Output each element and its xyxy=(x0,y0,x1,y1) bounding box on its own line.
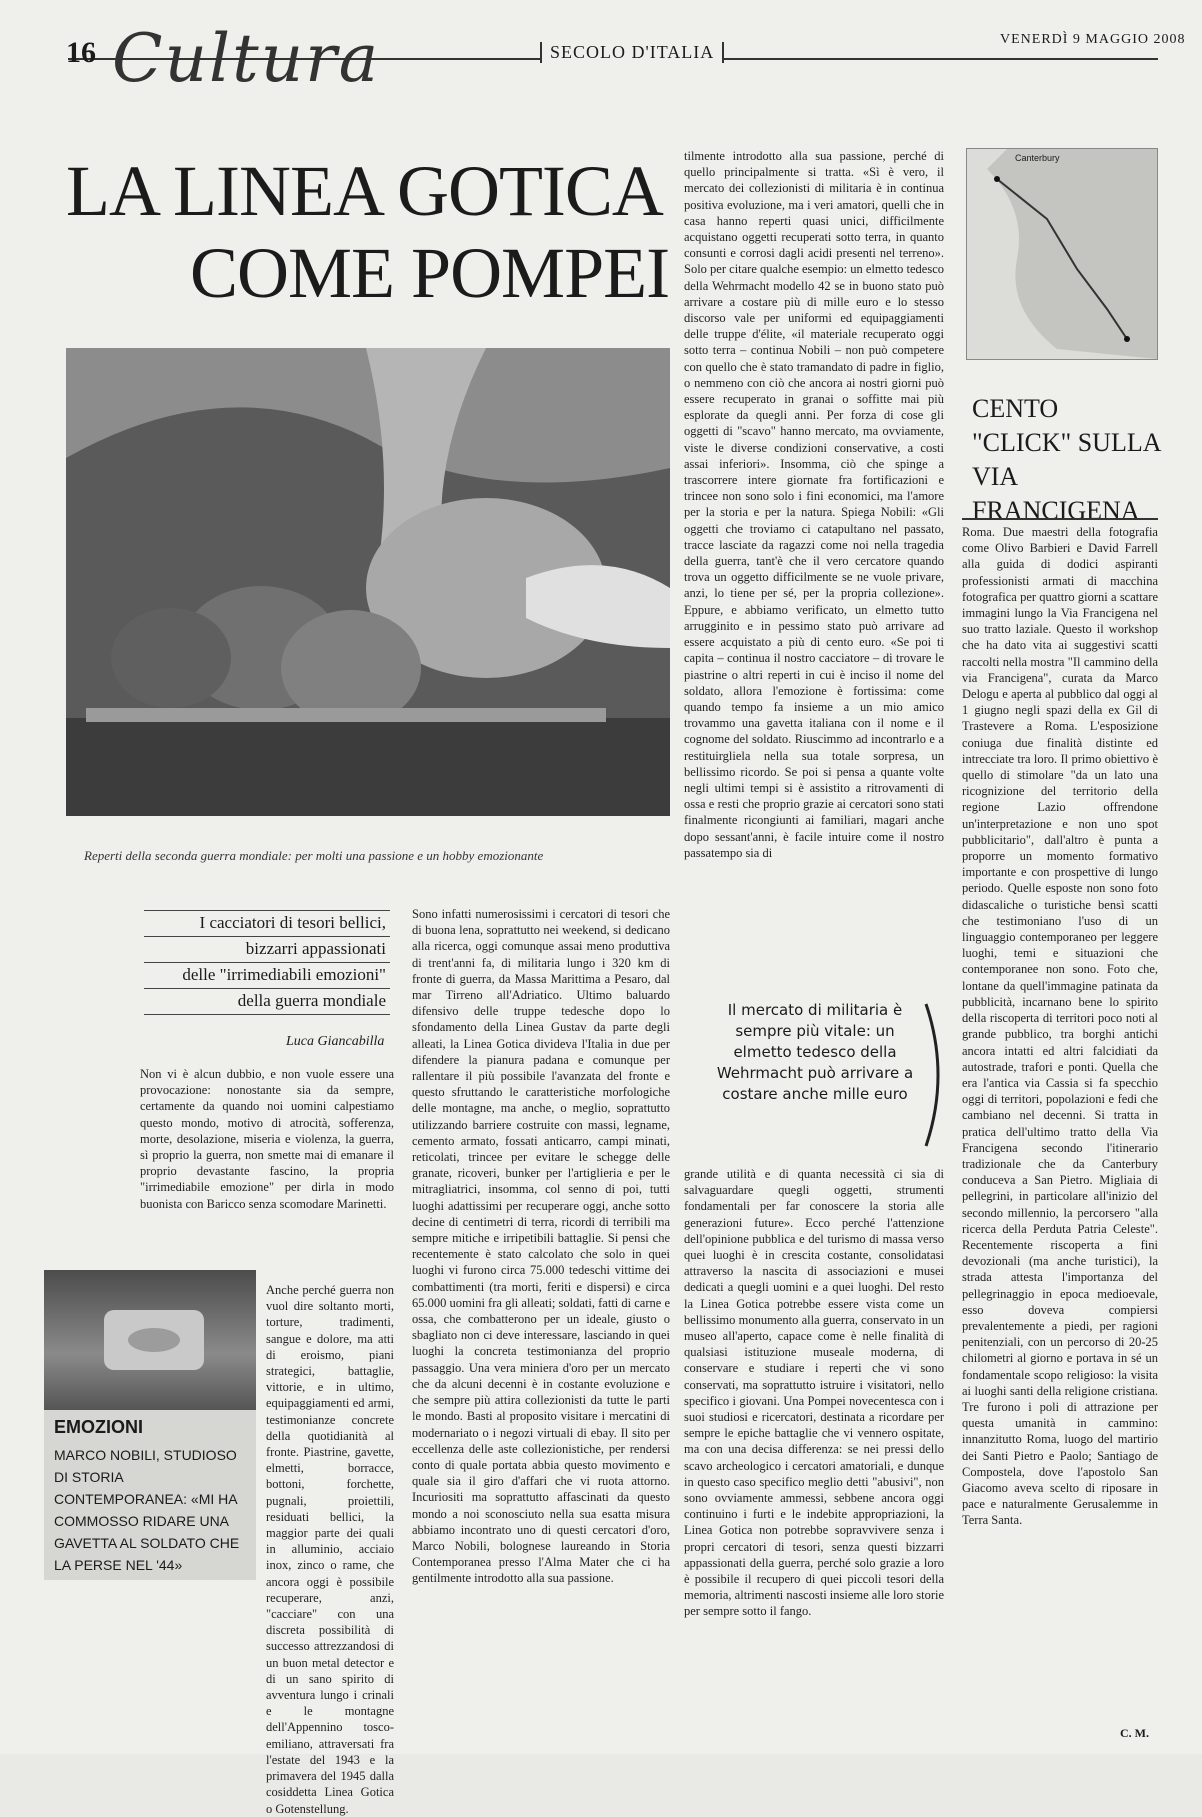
side-article-signature: C. M. xyxy=(1120,1726,1149,1740)
side-article-rule xyxy=(962,518,1158,520)
subhead-line-4: della guerra mondiale xyxy=(144,989,390,1015)
gavetta-illustration xyxy=(44,1270,256,1410)
headline-line1: LA LINEA GOTICA xyxy=(66,151,663,231)
column-1-intro: Non vi è alcun dubbio, e non vuole essere una provocazione: nonostante sia da sempre, certamente da quando noi uomini calpestiamo questo mondo, motivo di atrocità, sofferenza, morte, desolazione, miseria e violenza, la guerra, sì proprio la guerra, non smette mai di emanare il proprio devastante fascino, la propria "irrimediabile emozione" per dirla in modo buonista con Baricco senza scomodare Marinetti. xyxy=(140,1067,394,1211)
route-map xyxy=(966,148,1158,360)
headline-line2: COME POMPEI xyxy=(190,233,670,313)
subhead-line-3: delle "irrimediabili emozioni" xyxy=(144,963,390,989)
pull-quote: Il mercato di militaria è sempre più vitale: un elmetto tedesco della Wehrmacht può arrivare a costare anche mille euro xyxy=(716,1001,914,1103)
column-3: tilmente introdotto alla sua passione, perché di quello principalmente si tratta. «Sì è vero, il mercato dei collezionisti di militaria è in continua positiva evoluzione, ma i veri amatori, quelli che in casa hanno reperti quasi unici, difficilmente acquistano oggetti recuperati sotto terra, in quanto consunti e corrosi dagli acidi presenti nel terreno». Solo per citare qualche esempio: un elmetto tedesco della Wehrmacht modello 42 se in buono stato può arrivare a costare più di mille euro e lo stesso discorso vale per uniformi ed equipaggiamenti delle truppe d'élite, «il materiale recuperato oggi sotto terra – continua Nobili – non può competere con quello che è stato tramandato di padre in figlio, o nemmeno con ciò che ancora ai nostri giorni può essere recuperato in granai o soffitte mai più esplorate da quegli anni. Per forza di cose gli oggetti di "scavo" hanno mercato, ma ovviamente, viste le diverse condizioni conservative, a costi assai inferiori». Insomma, ciò che spinge a trascorrere intere giornate fra fortificazioni e trincee non sono solo i fini economici, ma l'amore per la storia e per la natura. Spiega Nobili: «Gli oggetti che troviamo ci catapultano nel passato, tracce lasciate da ragazzi come noi nella tragedia della guerra, tant'è che il vero cercatore quando trova un oggetto difficilmente se ne vuole privare, anzi, lo tiene per sé, per la propria collezione». Eppure, e abbiamo verificato, un elmetto tutto arrugginito e in pessimo stato può arrivare ad essere acquistato a più di cento euro. «Se poi ti capita – continua il nostro cacciatore – di trovare le piastrine o altri reperti in cui è inciso il nome del soldato, allora l'emozione è fortissima: come quando tempo fa insieme a un mio amico trovammo una gavetta italiana con il nome e il cognome del soldato. Riuscimmo ad incontrarlo e a restituirgliela nella sua totale sorpresa, un bellissimo ricordo. Se poi si pensa a quante volte negli ultimi tempi si è assistito a ritrovamenti di ossa e resti che proprio grazie ai cercatori sono stati finalmente ricongiunti ai familiari, magari anche dopo sessant'anni, è facile intuire come il nostro passatempo sia di xyxy=(684,149,944,860)
side-article-title: CENTO "CLICK" SULLA VIA FRANCIGENA xyxy=(972,394,1161,525)
column-1-tail xyxy=(150,1676,394,1746)
pull-quote-bracket xyxy=(922,1000,952,1150)
photo-caption: Reperti della seconda guerra mondiale: per molti una passione e un hobby emozionante xyxy=(84,848,544,863)
section-title: Cultura xyxy=(112,20,381,97)
column-3-continued: grande utilità e di quanta necessità ci sia di salvaguardare quegli oggetti, strumenti fondamentali per far conoscere la storia alle generazioni future». Ecco perché l'attenzione dell'opinione pubblica e del turismo di massa verso quei luoghi è in crescita costante, consolidatasi attraverso la nascita di associazioni e musei dedicati a quegli uomini e a quei luoghi. Del resto la Linea Gotica potrebbe essere vista come un bellissimo monumento alla guerra, conservato in un museo all'aperto, capace come è nelle finalità di qualsiasi istituzione museale moderna, di conservare e studiare i reperti che vi sono conservati, ma soprattutto istruire i visitatori, nello specifico i giovani. Una Pompei novecentesca con i suoi studiosi e ricercatori, destinata a ricordare per sempre le epiche battaglie che vi vennero ospitate, ma con una decisa differenza: se nei pressi dello scavo archeologico i cercatori amatoriali, e dunque in questo caso specifico meglio detti "abusivi", non sono ovviamente ammessi, sebbene ancora oggi continuino i furti e le indebite appropriazioni, la Linea Gotica non potrebbe sopravvivere senza i propri cercatori di tesori, senza questi bizzarri appassionati della guerra, perché solo grazie a loro è possibile il recupero di quei piccoli tesori della memoria, altrimenti nascosti insieme alle loro storie per sempre sotto il fango. xyxy=(684,1167,944,1619)
subhead-line-1: I cacciatori di tesori bellici, xyxy=(144,911,390,937)
column-1-continued: Anche perché guerra non vuol dire soltanto morti, torture, tradimenti, sangue e dolore, ma atti di eroismo, piani strategici, battaglie, vittorie, e in ultimo, equipaggiamenti ed armi, testimonianze concrete della quotidianità al fronte. Piastrine, gavette, elmetti, borracce, bottoni, forchette, pugnali, proiettili, residuati bellici, la maggior parte dei quali in alluminio, acciaio inox, zinco o rame, che ancora oggi è possibile recuperare, anzi, "cacciare" con una discreta possibilità di successo attrezzandosi di un buon metal detector e di un sano spirito di avventura lungo i crinali e le montagne dell'Appennino tosco-emiliano, attraversati fra l'estate del 1943 e la primavera del 1945 dalla cosiddetta Linea Gotica o Gotenstellung. xyxy=(266,1283,394,1816)
gavetta-photo xyxy=(44,1270,256,1410)
sidebar-label: EMOZIONI xyxy=(54,1417,143,1437)
masthead: SECOLO D'ITALIA xyxy=(540,42,724,63)
main-photo xyxy=(66,348,670,816)
helmets-photo-illustration xyxy=(66,348,670,816)
byline: Luca Giancabilla xyxy=(286,1034,385,1049)
issue-date: VENERDÌ 9 MAGGIO 2008 xyxy=(1000,32,1186,47)
sidebar-text: MARCO NOBILI, STUDIOSO DI STORIA CONTEMPORANEA: «MI HA COMMOSSO RIDARE UNA GAVETTA AL SOLDATO CHE LA PERSE NEL '44» xyxy=(54,1447,240,1573)
subhead-line-2: bizzarri appassionati xyxy=(144,937,390,963)
page-number: 16 xyxy=(66,36,96,69)
sidebar-box xyxy=(44,1410,256,1580)
map-label: Canterbury xyxy=(1015,153,1060,163)
subhead xyxy=(144,910,390,1015)
side-article-body: Roma. Due maestri della fotografia come Olivo Barbieri e David Farrell alla guida di dodici aspiranti professionisti armati di macchina fotografica per quattro giorni a scattare immagini lungo la Via Francigena nel suo tratto laziale. Questo il workshop che ha dato vita ai suggestivi scatti raccolti nella mostra "Il cammino della via Francigena", curata da Marco Delogu e aperta al pubblico dal oggi al 1 giugno negli spazi della ex Gil di Trastevere a Roma. L'esposizione coniuga due finalità distinte ed intrecciate tra loro. Il primo obiettivo è quello di stimolare "da un lato una ricognizione del territorio della regione Lazio offrendone un'interpretazione e non uno spot pubblicitario", dall'altro è punta a proporre un momento formativo importante e con prospettive di lungo periodo. Quelle esposte non sono foto didascaliche o turistiche bensì scatti che testimoniano l'uso di un linguaggio contemporaneo per leggere luoghi, temi e situazioni che contemporanee non sono. Foto che, lontane da quell'immagine patinata da pubblicità, incarnano bene lo spirito della riscoperta di territori poco noti al grande pubblico, tra borghi antichi ancora intatti ed altri falcidiati da autostrade, trafori e ponti. Quella che era l'antica via Cassia si fa specchio oggi di territori, popolazioni e fedi che cambiano nel decenni. Si tratta in pratica dell'ultimo tratto della Via Francigena secondo l'itinerario tradizionale che da Canterbury conduceva a San Pietro. Migliaia di pellegrini, in particolare all'inizio del secondo millennio, la percorsero "alla ricerca della Perduta Patria Celeste". Recentemente riscoperta a fini devozionali (ma anche turistici), la strada attesta l'importanza del pellegrinaggio in epoca medioevale, esso doveva compiersi prevalentemente a piedi, per ragioni penitenziali, con un percorso di 20-25 chilometri al giorno e portava in sé un fondamentale scopo religioso: la visita ai luoghi santi della religione cristiana. Tre furono i poli di attrazione per questa umanità in cammino: innanzitutto Roma, luogo del martirio dei Santi Pietro e Paolo; Santiago de Compostela, dove l'apostolo San Giacomo aveva scelto di riposare in pace e naturalmente Gerusalemme in Terra Santa. xyxy=(962,525,1158,1528)
europe-map-illustration xyxy=(967,149,1157,359)
column-2: Sono infatti numerosissimi i cercatori di tesori che di buona lena, soprattutto nei weekend, si dedicano alla ricerca, oggi comunque assai meno produttiva di trent'anni fa, di militaria lungo i 320 km di fronte di guerra, da Massa Marittima a Pesaro, dal mar Tirreno all'Adriatico. Ultimo baluardo difensivo delle truppe tedesche dopo lo sfondamento della Linea Gustav da parte degli alleati, la Linea Gotica divideva l'Italia in due per difendere la pianura padana e comunque per rallentare il più possibile l'avanzata del fronte e questo sfruttando le caratteristiche morfologiche delle montagne, ma anche, o meglio, soprattutto utilizzando barriere costruite con massi, legname, cemento armato, fossati anticarro, campi minati, reticolati, trincee per evitare le schegge delle granate, ricoveri, bunker per l'artiglieria e per le mitragliatrici, insomma, col senno di poi, tutti luoghi adattissimi per recuperare oggi, anche sotto decine di centimetri di terra, ricordi di terribili ma sempre mitiche e irripetibili battaglie. Si pensi che recentemente è stato calcolato che solo in quei luoghi vi furono circa 75.000 tedeschi vittime dei combattimenti (tra morti, feriti e dispersi) e circa 65.000 uomini fra gli alleati; soldati, fatti di carne e ossa, che combatterono per un ideale, giusto o sbagliato non ci deve interessare, lasciando in quei luoghi la concreta testimonianza del proprio passaggio. Una vera miniera d'oro per un mercato che da alcuni decenni è in costante evoluzione e che sempre più attira collezionisti da tutte le parti le mondo. Basti al proposito visitare i mercatini di modernariato o i negozi virtuali di ebay. Il sito per eccellenza delle aste collezionistiche, per rendersi conto di quale portata abbia questo movimento e quale sia il giro d'affari che vi ruota attorno. Incuriositi ma soprattutto affascinati da questo mondo a noi sconosciuto nella sua esatta misura abbiamo incontrato uno di questi cercatori d'oro, Marco Nobili, bolognese laureando in Storia Contemporanea presso l'Alma Mater che ci ha gentilmente introdotto alla sua passione. xyxy=(412,907,670,1586)
